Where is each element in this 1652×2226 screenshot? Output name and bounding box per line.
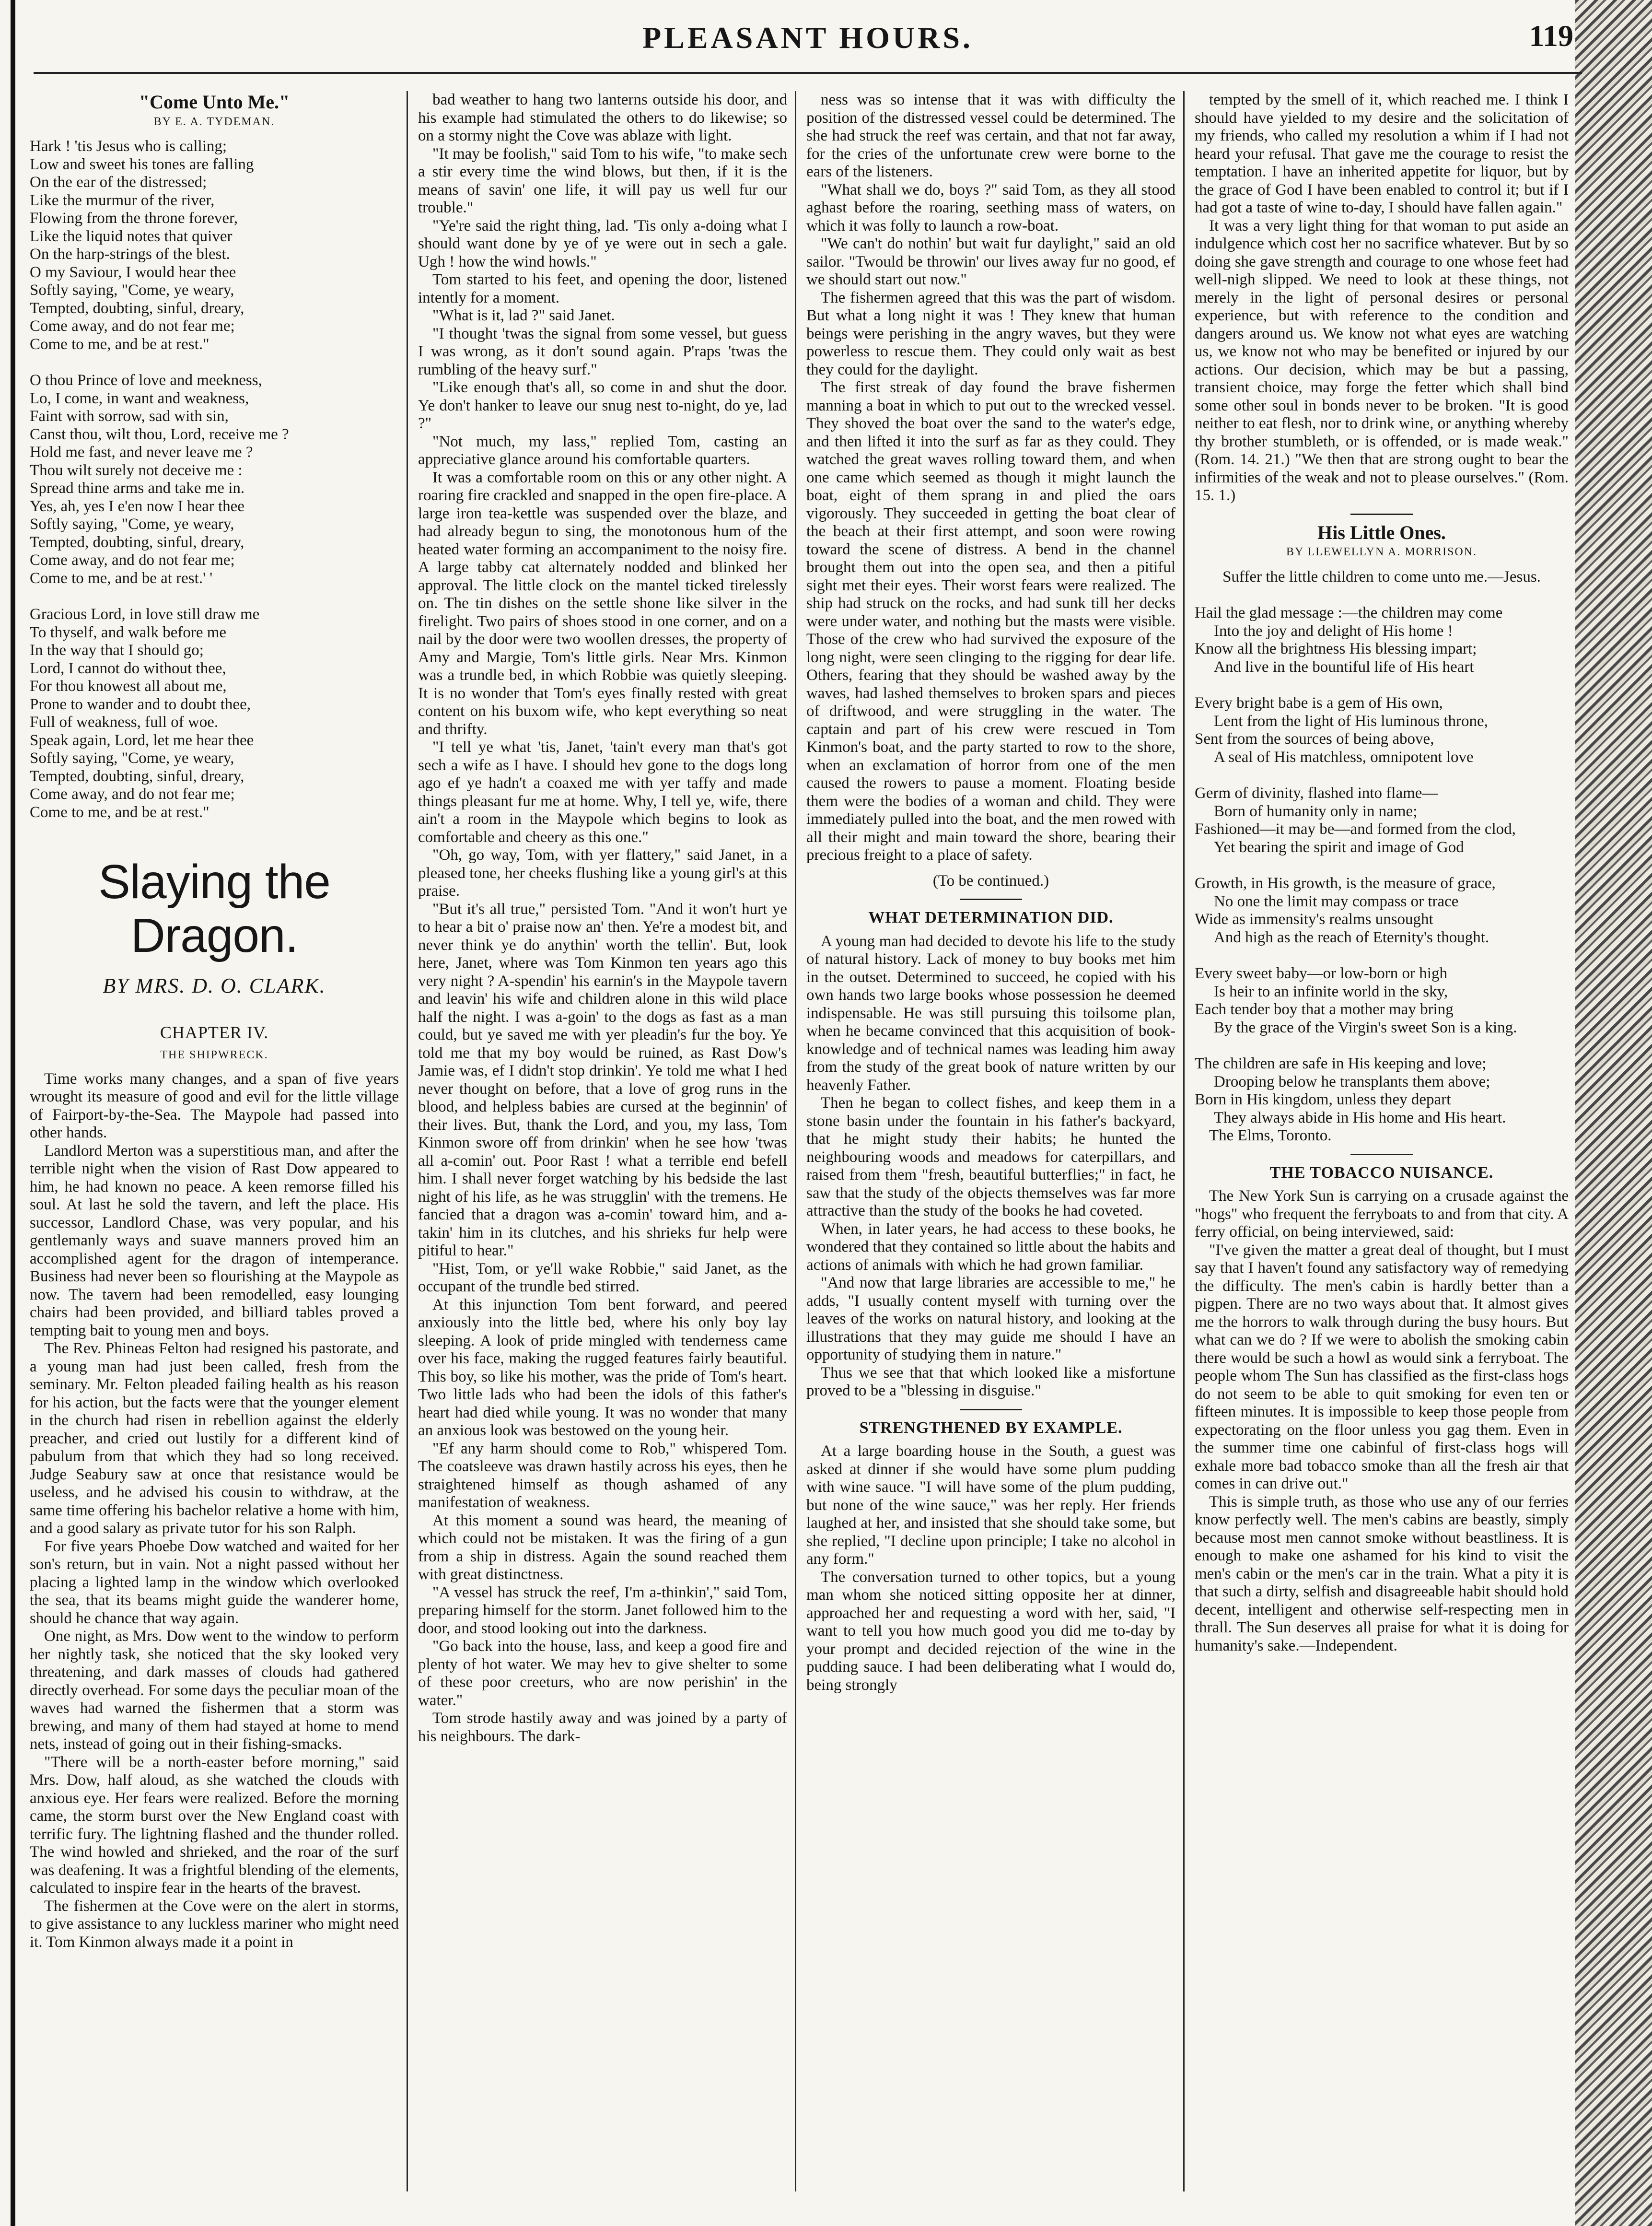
poem-place: The Elms, Toronto. [1209, 1127, 1332, 1144]
paragraph: "What is it, lad ?" said Janet. [432, 307, 615, 324]
poem-line: Know all the brightness His blessing impart; [1195, 640, 1477, 657]
paragraph: "There will be a north-easter before morning," said Mrs. Dow, half aloud, as she watched the clouds with anxious eye. Her fears were realized. Before the morning came, the storm burst over the New England coast with terrific fury. The lightning flashed and the thunder rolled. The wind howled and shrieked, and the roar of the surf was deafening. It was a frightful blending of the elements, calculated to inspire fear in the hearts of the bravest. [30, 1753, 399, 1897]
paragraph: Tom started to his feet, and opening the door, listened intently for a moment. [418, 271, 787, 306]
paragraph: "I tell ye what 'tis, Janet, 'tain't every man that's got sech a wife as I have. I should hev gone to the dogs long ago ef ye hadn't a coaxed me with yer taffy and made things pleasant fur me at home. Why, I tell ye, wife, there ain't a room in the Maypole which begins to look as comfortable and cheery as this one." [418, 738, 787, 846]
poem-line: Tempted, doubting, sinful, dreary, [30, 767, 244, 785]
poem-line: Sent from the sources of being above, [1195, 730, 1434, 748]
column-2 [418, 91, 787, 2191]
paragraph: At this moment a sound was heard, the meaning of which could not be mistaken. It was the firing of a gun from a ship in distress. Again the sound reached them with great distinctness. [418, 1511, 787, 1583]
poem-line: Like the liquid notes that quiver [30, 227, 233, 245]
poem-line: Full of weakness, full of woe. [30, 714, 219, 731]
story-author: BY MRS. D. O. CLARK. [103, 974, 326, 997]
poem-line: Lord, I cannot do without thee, [30, 659, 226, 677]
poem-line: Flowing from the throne forever, [30, 210, 238, 227]
poem-line: Softly saying, "Come, ye weary, [30, 750, 234, 767]
publication-title: PLEASANT HOURS. [642, 21, 973, 55]
poem-line: Hold me fast, and never leave me ? [30, 444, 253, 461]
paragraph: "And now that large libraries are accessible to me," he adds, "I usually content myself with turning over the leaves of the works on natural history, and looking at the illustrations that they may guide me should I have an opportunity of studying them in nature." [806, 1274, 1175, 1363]
paragraph: Time works many changes, and a span of five years wrought its measure of good and evil for the little village of Fairport-by-the-Sea. The Maypole had passed into other hands. [30, 1070, 399, 1141]
paragraph: "Go back into the house, lass, and keep a good fire and plenty of hot water. We may hev to give shelter to some of these poor creeturs, who are now perishin' in the water." [418, 1638, 787, 1709]
poem-line: Each tender boy that a mother may bring [1195, 1001, 1454, 1018]
paragraph: Then he began to collect fishes, and keep them in a stone basin under the fountain in his father's backyard, that he might study their habits; he hunted the neighbouring woods and meadows for caterpillars, and raised from them "fresh, beautiful butterflies;" in fact, he saw that the study of the objects themselves was far more attractive than the study of the books he had coveted. [806, 1094, 1175, 1219]
poem-line: For thou knowest all about me, [30, 678, 227, 695]
paragraph: The Rev. Phineas Felton had resigned his pastorate, and a young man had just been called, fresh from the seminary. Mr. Felton pleaded failing health as his reason for his action, but the facts were that the younger element in the church had risen in rebellion against the elderly preacher, and cried out lustily for a different kind of pabulum from that which they had so long received. Judge Seabury saw at once that resistance would be useless, and he advised his cousin to withdraw, at the same time offering his bachelor relative a home with him, and a good salary as private tutor for his son Ralph. [30, 1340, 399, 1537]
paragraph: tempted by the smell of it, which reached me. I think I should have yielded to my desire and the solicitation of my friends, who called my resolution a whim if I had not heard your refusal. That gave me the courage to resist the temptation. I have an inherited appetite for liquor, but by the grace of God I have been enabled to control it; but if I had got a taste of wine to-day, I should have fallen again." [1195, 91, 1569, 216]
poem-line: Wide as immensity's realms unsought [1195, 911, 1433, 928]
poem-line: Thou wilt surely not deceive me : [30, 461, 243, 479]
poem-line: Come away, and do not fear me; [30, 551, 235, 569]
paragraph: "I thought 'twas the signal from some vessel, but guess I was wrong, as it don't sound again. P'raps 'twas the rumbling of the heavy surf." [418, 325, 787, 378]
left-binding-rule [11, 0, 15, 2226]
paragraph: "What shall we do, boys ?" said Tom, as they all stood aghast before the roaring, seething mass of waters, on which it was folly to launch a row-boat. [806, 181, 1175, 234]
poem-line: And live in the bountiful life of His heart [1214, 658, 1474, 676]
section-divider [1350, 1154, 1413, 1155]
paragraph: "It may be foolish," said Tom to his wife, "to make sech a stir every time the wind blows, but then, if it is the means of savin' one life, it will pay us well fur our trouble." [418, 145, 787, 216]
column-1 [30, 91, 399, 2191]
poem-line: Lo, I come, in want and weakness, [30, 389, 249, 407]
story-text [418, 91, 787, 1746]
column-4 [1195, 91, 1569, 2191]
poem-body [1195, 604, 1569, 1127]
poem-body [30, 138, 399, 821]
scan-edge-strip [1575, 0, 1652, 2226]
article-title: WHAT DETERMINATION DID. [868, 909, 1114, 926]
column-rule [795, 91, 796, 2191]
poem-line: Drooping below he transplants them above; [1214, 1073, 1490, 1090]
paragraph: "Like enough that's all, so come in and shut the door. Ye don't hanker to leave our snug nest to-night, do ye, lad ?" [418, 379, 787, 432]
story-text [30, 1070, 399, 1952]
poem-line: Growth, in His growth, is the measure of grace, [1195, 875, 1496, 892]
poem-line: Lent from the light of His luminous throne, [1214, 712, 1488, 730]
paragraph: The first streak of day found the brave fishermen manning a boat in which to put out to the wrecked vessel. They shoved the boat over the sand to the water's edge, and then lifted it into the surf as far as they could. They watched the great waves rolling toward them, and when one came which seemed as though it might launch the boat, eight of them sprang in and plied the oars vigorously. They succeeded in getting the boat clear of the beach at their first attempt, and soon were rowing toward the scene of distress. A bend in the channel brought them out into the open sea, and then a pitiful sight met their eyes. Their worst fears were realized. The ship had struck on the rocks, and had sunk till her decks were under water, and nothing but the masts were visible. Those of the crew who had survived the exposure of the long night, were seen clinging to the rigging for dear life. Others, fearing that they should be washed away by the waves, had lashed themselves to broken spars and pieces of driftwood, and were struggling in the water. The captain and part of his crew were rescued in Tom Kinmon's boat, and the party started to row to the shore, when an exclamation of horror from one of the men caused the rowers to pause a moment. Floating beside them were the bodies of a woman and child. They were immediately pulled into the boat, and the men rowed with all their might and main toward the shore, bearing their precious freight to a place of safety. [806, 379, 1175, 864]
paragraph: The fishermen at the Cove were on the alert in storms, to give assistance to any luckless mariner who might need it. Tom Kinmon always made it a point in [30, 1897, 399, 1951]
poem-line: Softly saying, "Come, ye weary, [30, 515, 234, 533]
poem-line: And high as the reach of Eternity's thought. [1214, 928, 1489, 946]
section-divider [960, 1409, 1022, 1410]
paragraph: It was a very light thing for that woman to put aside an indulgence which cost her no sacrifice whatever. But by so doing she gave strength and courage to one whose feet had well-nigh slipped. We need to look at these things, not merely in the light of personal desires or personal experience, but with reference to the condition and dangers around us. We know not what eyes are watching us, we know not who may be benefited or injured by our actions. Our decision, which may be but a passing, transient choice, may forge the fetter which shall bind some other soul in bonds never to be broken. "It is good neither to eat flesh, nor to drink wine, or anything whereby thy brother stumbleth, or is offended, or is made weak." (Rom. 14. 21.) "We then that are strong ought to bear the infirmities of the weak and not to please ourselves." (Rom. 15. 1.) [1195, 217, 1569, 504]
paragraph: "I've given the matter a great deal of thought, but I must say that I haven't found any satisfactory way of remedying the difficulty. The men's cabin is hardly better than a pigpen. There are no two ways about that. It almost gives me the horrors to walk through during the busy hours. But what can we do ? If we were to abolish the smoking cabin there would be such a howl as would sink a ferryboat. The people whom The Sun has classified as the first-class hogs do not seem to be able to quit smoking for even ten or fifteen minutes. It is impossible to keep those people from expectorating on the floor unless you gag them. Even in the summer time one cabinful of first-class hogs will exhale more bad tobacco smoke than all the fresh air that comes in can drive out." [1195, 1241, 1569, 1492]
poem-line: Softly saying, "Come, ye weary, [30, 281, 234, 299]
page-header [34, 10, 1582, 74]
poem-line: Gracious Lord, in love still draw me [30, 606, 260, 623]
poem-line: Prone to wander and to doubt thee, [30, 695, 251, 713]
poem-line: Low and sweet his tones are falling [30, 155, 254, 173]
poem-title: His Little Ones. [1317, 521, 1446, 543]
paragraph: The conversation turned to other topics, but a young man whom she noticed sitting opposite her at dinner, approached her and requesting a word with her, said, "I want to tell you how much good you did me to-day by your prompt and decided rejection of the wine in the pudding sauce. I had been deliberating what I would do, being strongly [806, 1568, 1175, 1694]
poem-line: Yet bearing the spirit and image of God [1214, 838, 1464, 856]
paragraph: "Not much, my lass," replied Tom, casting an appreciative glance around his comfortable quarters. [418, 433, 787, 468]
paragraph: ness was so intense that it was with difficulty the position of the distressed vessel could be determined. The she had struck the reef was certain, and that not far away, for the cries of the unfortunate crew were borne to the ears of the listeners. [806, 91, 1175, 180]
column-rule [407, 91, 408, 2191]
paragraph: It was a comfortable room on this or any other night. A roaring fire crackled and snapped in the open fire-place. A large iron tea-kettle was suspended over the blaze, and had already begun to sing, the monotonous hum of the heated water forming an accompaniment to the noisy fire. A large tabby cat alternately nodded and blinked her approval. The little clock on the mantel ticked tirelessly on. The tin dishes on the settle shone like silver in the firelight. Two pairs of shoes stood in one corner, and on a nail by the door were two woollen dresses, the property of Amy and Margie, Tom's little girls. Near Mrs. Kinmon was a trundle bed, in which Robbie was quietly sleeping. It is no wonder that Tom's eyes finally rested with great content on his buxom wife, who kept everything so neat and thrifty. [418, 469, 787, 738]
chapter-heading: CHAPTER IV. [160, 1022, 269, 1042]
poem-line: O my Saviour, I would hear thee [30, 263, 236, 281]
paragraph: The New York Sun is carrying on a crusade against the "hogs" who frequent the ferryboats to and from that city. A ferry official, on being interviewed, said: [1195, 1187, 1569, 1241]
poem-line: Speak again, Lord, let me hear thee [30, 731, 254, 749]
page-number: 119 [1529, 19, 1573, 53]
poem-line: Born in His kingdom, unless they depart [1195, 1091, 1451, 1108]
poem-line: Tempted, doubting, sinful, dreary, [30, 533, 244, 551]
poem-line: Germ of divinity, flashed into flame— [1195, 785, 1438, 802]
poem-line: Tempted, doubting, sinful, dreary, [30, 299, 244, 317]
poem-epigraph: Suffer the little children to come unto me.—Jesus. [1222, 568, 1541, 586]
poem-line: Every bright babe is a gem of His own, [1195, 694, 1443, 712]
poem-line: Yes, ah, yes I e'en now I hear thee [30, 497, 244, 515]
poem-line: Born of humanity only in name; [1214, 802, 1418, 820]
poem-line: Canst thou, wilt thou, Lord, receive me ? [30, 425, 289, 443]
paragraph: "Oh, go way, Tom, with yer flattery," said Janet, in a pleased tone, her cheeks flushing like a young girl's at this praise. [418, 846, 787, 900]
paragraph: "Ye're said the right thing, lad. 'Tis only a-doing what I should want done by ye of ye were out in sech a gale. Ugh ! how the wind howls." [418, 217, 787, 270]
poem-byline: BY E. A. TYDEMAN. [153, 115, 275, 128]
poem-line: Faint with sorrow, sad with sin, [30, 408, 229, 425]
poem-line: By the grace of the Virgin's sweet Son is a king. [1214, 1019, 1517, 1036]
poem-line: Spread thine arms and take me in. [30, 480, 245, 497]
poem-line: Come away, and do not fear me; [30, 785, 235, 803]
poem-line: O thou Prince of love and meekness, [30, 372, 262, 389]
to-be-continued: (To be continued.) [932, 872, 1049, 890]
chapter-subhead: THE SHIPWRECK. [160, 1049, 268, 1061]
poem-byline: BY LLEWELLYN A. MORRISON. [1286, 546, 1477, 558]
poem-line: Every sweet baby—or low-born or high [1195, 965, 1447, 982]
paragraph: Tom strode hastily away and was joined by a party of his neighbours. The dark- [418, 1710, 787, 1745]
paragraph: Thus we see that that which looked like a misfortune proved to be a "blessing in disguise." [806, 1364, 1175, 1399]
paragraph: Landlord Merton was a superstitious man, and after the terrible night when the vision of Rast Dow appeared to him, he had known no peace. A keen remorse filled his soul. At last he sold the tavern, and left the place. His successor, Landlord Chase, was very popular, and his gentlemanly ways and suave manners proved him an accomplished agent for the dragon of intemperance. Business had never been so flourishing at the Maypole as now. The tavern had been remodelled, easy lounging chairs had been provided, and billiard tables proved a tempting bait to young men and boys. [30, 1142, 399, 1339]
poem-line: The children are safe in His keeping and love; [1195, 1055, 1487, 1072]
paragraph: For five years Phoebe Dow watched and waited for her son's return, but in vain. Not a night passed without her placing a lighted lamp in the window which overlooked the sea, that its beams might guide the wanderer home, should he chance that way again. [30, 1537, 399, 1627]
poem-line: No one the limit may compass or trace [1214, 892, 1459, 910]
poem-line: Hail the glad message :—the children may come [1195, 604, 1503, 621]
poem-line: In the way that I should go; [30, 642, 204, 659]
column-rule [1183, 91, 1185, 2191]
paragraph: A young man had decided to devote his life to the study of natural history. Lack of money to buy books met him in the outset. Determined to succeed, he copied with his own hands two large books whose possession he deemed indispensable. He was still pursuing this toilsome plan, when he became convinced that this acquisition of book-knowledge and of technical names was leading him away from the study of the great book of nature written by our heavenly Father. [806, 932, 1175, 1094]
paragraph: "We can't do nothin' but wait fur daylight," said an old sailor. "Twould be throwin' our lives away fur no good, ef we should start out now." [806, 235, 1175, 288]
paragraph: bad weather to hang two lanterns outside his door, and his example had stimulated the others to do likewise; so on a stormy night the Cove was ablaze with light. [418, 91, 787, 144]
poem-line: Fashioned—it may be—and formed from the clod, [1195, 820, 1516, 838]
paragraph: This is simple truth, as those who use any of our ferries know perfectly well. The men's cabins are beastly, simply because most men cannot smoke without beastliness. It is enough to make one ashamed for his kind to visit the men's cabin or the men's car in the train. What a pity it is that such a dirty, selfish and disagreeable habit should hold decent, intelligent and otherwise self-respecting men in thrall. The Sun deserves all praise for what it is doing for humanity's sake.—Independent. [1195, 1493, 1569, 1654]
article-title: THE TOBACCO NUISANCE. [1269, 1163, 1494, 1182]
poem-line: To thyself, and walk before me [30, 623, 227, 641]
story-text [806, 91, 1175, 865]
paragraph: "Hist, Tom, or ye'll wake Robbie," said Janet, as the occupant of the trundle bed stirred. [418, 1260, 787, 1295]
poem-line: Into the joy and delight of His home ! [1214, 622, 1453, 640]
article-text [806, 933, 1175, 1400]
poem-title: "Come Unto Me." [139, 91, 290, 113]
article-text [1195, 91, 1569, 505]
paragraph: "But it's all true," persisted Tom. "And it won't hurt ye to hear a bit o' praise now an' then. Ye're a modest bit, and never think ye do anythin' worth the tellin'. But, look here, Janet, where was Tom Kinmon ten years ago this very night ? A-spendin' his earnin's in the Maypole tavern and leavin' his wife and children alone in this wild place half the night. I was a-goin' to the dogs as fast as a man could, but ye saved me with yer pleadin's fur the boy. Ye told me that my boy would be ruined, as Rast Dow's Jamie was, ef I didn't stop drinkin'. Ye told me what I hed never thought on before, that a love of grog runs in the blood, and helpless babies are cursed at the beginnin' of their lives. But, thank the Lord, and you, my lass, Tom Kinmon swore off from drinkin' when he see how 'twas all a-comin' out. Poor Rast ! what a terrible end befell him. I shall never forget watching by his bedside the last night of his life, as he was strugglin' with the tremens. He fancied that a dragon was a-comin' toward him, and a-takin' him in its clutches, and his shrieks fur help were pitiful to hear." [418, 900, 787, 1259]
article-text [806, 1442, 1175, 1694]
poem-line: Like the murmur of the river, [30, 191, 215, 209]
article-text [1195, 1187, 1569, 1655]
poem-line: Come to me, and be at rest." [30, 335, 209, 353]
paragraph: One night, as Mrs. Dow went to the window to perform her nightly task, she noticed that the sky looked very threatening, and dark masses of clouds had gathered directly overhead. For some days the peculiar moan of the waves had warned the fishermen that a storm was brewing, and many of them had stayed at home to mend nets, instead of going out in their fishing-smacks. [30, 1628, 399, 1753]
story-title: Slaying the Dragon. [98, 855, 330, 962]
poem-line: A seal of His matchless, omnipotent love [1214, 748, 1474, 766]
poem-line: Come to me, and be at rest.' ' [30, 569, 213, 587]
poem-line: Hark ! 'tis Jesus who is calling; [30, 138, 227, 155]
paragraph: At this injunction Tom bent forward, and peered anxiously into the little bed, where his only boy lay sleeping. A look of pride mingled with tenderness came over his face, making the rugged features fairly beautiful. This boy, so like his mother, was the pride of Tom's heart. Two little lads who had been the idols of this father's heart had died while young. It was no wonder that many an anxious look was bestowed on the young heir. [418, 1296, 787, 1439]
poem-line: They always abide in His home and His heart. [1214, 1109, 1506, 1126]
poem-line: On the ear of the distressed; [30, 174, 207, 191]
paragraph: "A vessel has struck the reef, I'm a-thinkin'," said Tom, preparing himself for the storm. Janet followed him to the door, and stood looking out into the darkness. [418, 1583, 787, 1637]
section-divider [960, 899, 1022, 900]
paragraph: The fishermen agreed that this was the part of wisdom. But what a long night it was ! They knew that human beings were perishing in the angry waves, but they were powerless to rescue them. They could only wait as best they could for the daylight. [806, 289, 1175, 378]
paragraph: At a large boarding house in the South, a guest was asked at dinner if she would have some plum pudding with wine sauce. "I will have some of the plum pudding, but none of the wine sauce," was her reply. Her friends laughed at her, and insisted that she should take some, but she replied, "I decline upon principle; I take no alcohol in any form." [806, 1442, 1175, 1568]
column-3 [806, 91, 1175, 2191]
poem-line: On the harp-strings of the blest. [30, 246, 230, 263]
poem-line: Is heir to an infinite world in the sky, [1214, 983, 1448, 1000]
poem-line: Come to me, and be at rest." [30, 803, 209, 821]
paragraph: When, in later years, he had access to these books, he wondered that they contained so little about the habits and actions of animals with which he had grown familiar. [806, 1220, 1175, 1274]
article-title: STRENGTHENED BY EXAMPLE. [859, 1418, 1123, 1437]
section-divider [1350, 514, 1413, 515]
paragraph: "Ef any harm should come to Rob," whispered Tom. The coatsleeve was drawn hastily across his eyes, then he straightened himself as though ashamed of any manifestation of weakness. [418, 1440, 787, 1511]
poem-line: Come away, and do not fear me; [30, 317, 235, 335]
